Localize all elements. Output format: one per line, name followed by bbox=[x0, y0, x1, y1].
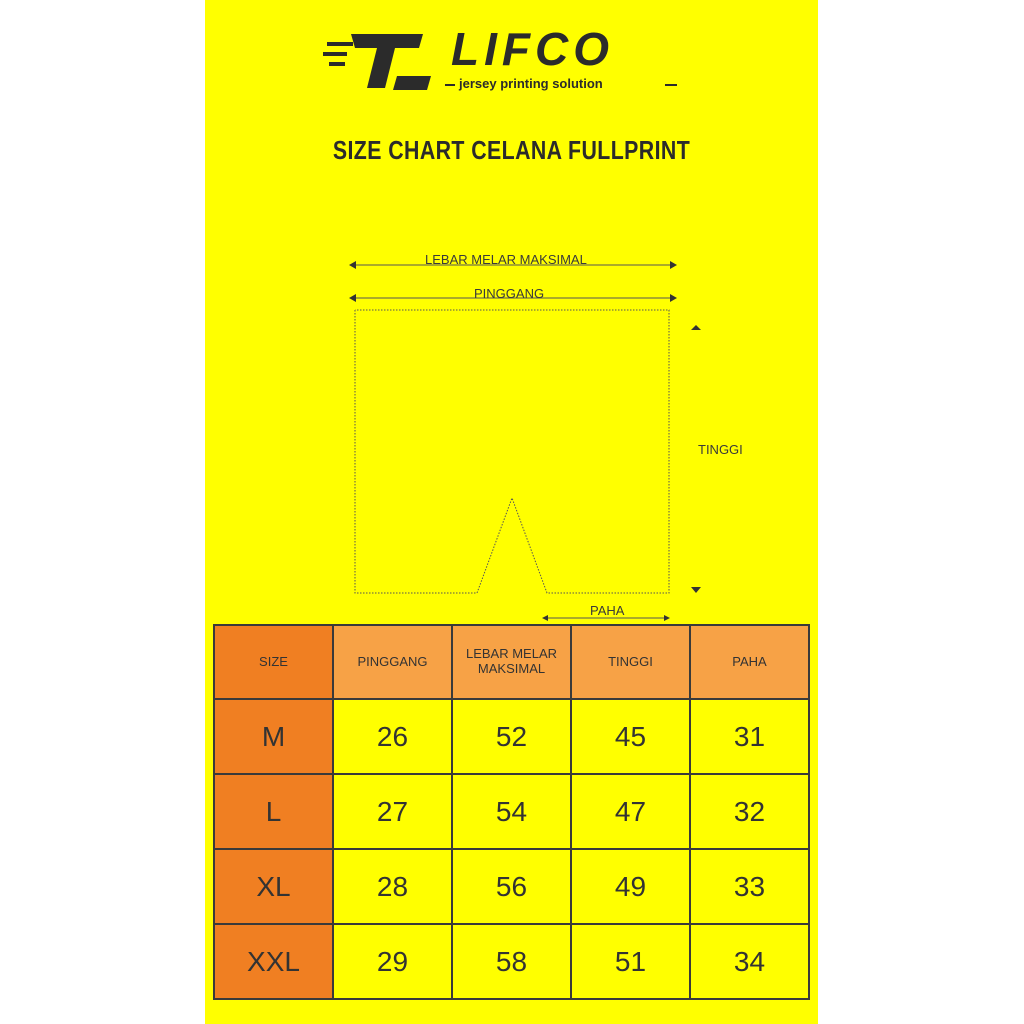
waist-cell: 28 bbox=[333, 849, 452, 924]
waist-cell: 26 bbox=[333, 699, 452, 774]
label-waist: PINGGANG bbox=[474, 286, 545, 301]
header-width-max: LEBAR MELAR MAKSIMAL bbox=[452, 625, 571, 699]
width-max-cell: 56 bbox=[452, 849, 571, 924]
label-height: TINGGI bbox=[698, 442, 743, 457]
table-row bbox=[214, 849, 809, 924]
size-cell: XXL bbox=[214, 924, 333, 999]
width-max-cell: 52 bbox=[452, 699, 571, 774]
size-cell: XL bbox=[214, 849, 333, 924]
height-cell: 51 bbox=[571, 924, 690, 999]
label-thigh: PAHA bbox=[590, 603, 625, 618]
size-cell: M bbox=[214, 699, 333, 774]
header-size: SIZE bbox=[214, 625, 333, 699]
size-cell: L bbox=[214, 774, 333, 849]
size-table bbox=[213, 624, 810, 1000]
width-max-cell: 58 bbox=[452, 924, 571, 999]
brand-tagline: jersey printing solution bbox=[459, 76, 603, 91]
size-chart-poster bbox=[205, 0, 818, 1024]
height-cell: 47 bbox=[571, 774, 690, 849]
page-title: SIZE CHART CELANA FULLPRINT bbox=[332, 135, 691, 165]
label-width-max: LEBAR MELAR MAKSIMAL bbox=[425, 252, 587, 267]
table-row bbox=[214, 699, 809, 774]
height-cell: 49 bbox=[571, 849, 690, 924]
thigh-cell: 32 bbox=[690, 774, 809, 849]
header-thigh: PAHA bbox=[690, 625, 809, 699]
header-height: TINGGI bbox=[571, 625, 690, 699]
thigh-cell: 33 bbox=[690, 849, 809, 924]
table-row bbox=[214, 774, 809, 849]
table-header-row bbox=[214, 625, 809, 699]
waist-cell: 29 bbox=[333, 924, 452, 999]
brand-name: LIFCO bbox=[451, 23, 614, 75]
header-waist: PINGGANG bbox=[333, 625, 452, 699]
thigh-cell: 31 bbox=[690, 699, 809, 774]
thigh-cell: 34 bbox=[690, 924, 809, 999]
height-cell: 45 bbox=[571, 699, 690, 774]
pants-diagram bbox=[205, 0, 818, 630]
waist-cell: 27 bbox=[333, 774, 452, 849]
table-row bbox=[214, 924, 809, 999]
width-max-cell: 54 bbox=[452, 774, 571, 849]
